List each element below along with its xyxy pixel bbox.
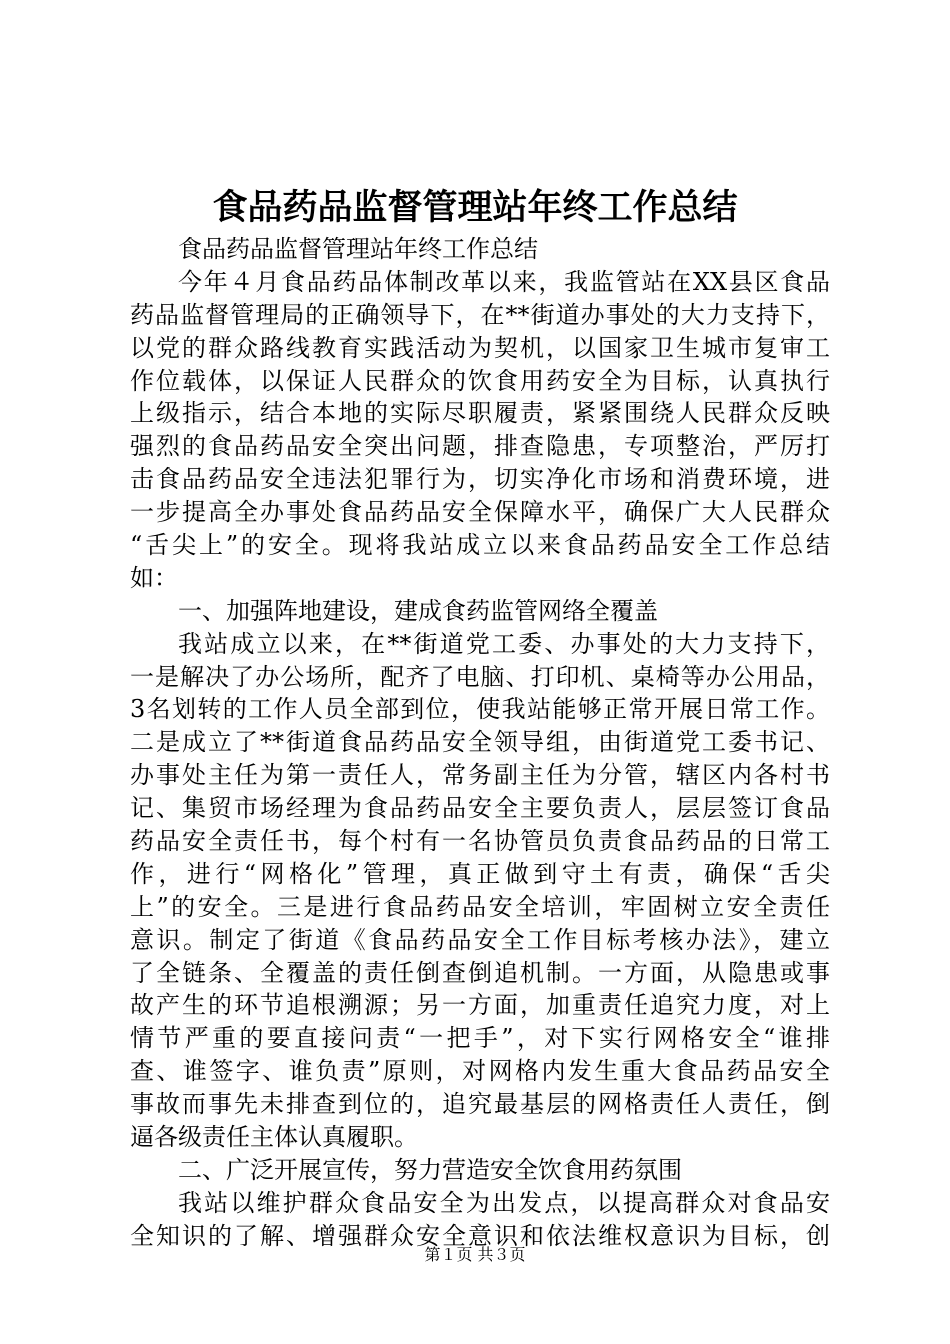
document-body [130,233,830,1253]
body-line: 我站成立以来，在**街道党工委、办事处的大力支持下， [178,629,830,658]
body-line: 办事处主任为第一责任人，常务副主任为分管，辖区内各村书 [130,761,830,790]
document-title: 食品药品监督管理站年终工作总结 [212,187,738,228]
body-line: 3名划转的工作人员全部到位，使我站能够正常开展日常工作。 [130,695,830,724]
body-line: 了全链条、全覆盖的责任倒查倒追机制。一方面，从隐患或事 [130,958,830,987]
body-line: 记、集贸市场经理为食品药品安全主要负责人，层层签订食品 [130,794,830,823]
body-line: 上级指示，结合本地的实际尽职履责，紧紧围绕人民群众反映 [130,399,830,428]
body-line: 逼各级责任主体认真履职。 [130,1123,418,1152]
body-line: 查、谁签字、谁负责”原则，对网格内发生重大食品药品安全 [130,1057,830,1086]
body-line: 一是解决了办公场所，配齐了电脑、打印机、桌椅等办公用品， [130,662,830,691]
body-line: 药品安全责任书，每个村有一名协管员负责食品药品的日常工 [130,827,830,856]
body-line: 故产生的环节追根溯源；另一方面，加重责任追究力度，对上 [130,991,830,1020]
body-line: 情节严重的要直接问责“一把手”，对下实行网格安全“谁排 [130,1024,830,1053]
body-line: 意识。制定了街道《食品药品安全工作目标考核办法》，建立 [130,925,830,954]
body-line: 击食品药品安全违法犯罪行为，切实净化市场和消费环境，进 [130,465,830,494]
body-line: 我站以维护群众食品安全为出发点，以提高群众对食品安 [178,1188,830,1217]
page-number-footer: 第１页 共３页 [424,1245,526,1264]
body-line: 强烈的食品药品安全突出问题，排查隐患，专项整治，严厉打 [130,432,830,461]
body-line: 药品监督管理局的正确领导下，在**街道办事处的大力支持下， [130,300,830,329]
section-heading: 一、加强阵地建设，建成食药监管网络全覆盖 [178,596,658,625]
body-line: 以党的群众路线教育实践活动为契机，以国家卫生城市复审工 [130,333,830,362]
body-line: 事故而事先未排查到位的，追究最基层的网格责任人责任，倒 [130,1090,830,1119]
section-heading: 二、广泛开展宣传，努力营造安全饮食用药氛围 [178,1155,682,1184]
body-line: 上”的安全。三是进行食品药品安全培训，牢固树立安全责任 [130,892,830,921]
body-line: 如： [130,563,178,592]
body-line: 今年４月食品药品体制改革以来，我监管站在XX县区食品 [178,267,830,296]
body-line: 食品药品监督管理站年终工作总结 [178,235,538,263]
body-line: 全知识的了解、增强群众安全意识和依法维权意识为目标，创 [130,1221,830,1250]
body-line: 一步提高全办事处食品药品安全保障水平，确保广大人民群众 [130,498,830,527]
body-line: 作，进行“网格化”管理，真正做到守土有责，确保“舌尖 [130,859,830,888]
body-line: 作位载体，以保证人民群众的饮食用药安全为目标，认真执行 [130,366,830,395]
body-line: “舌尖上”的安全。现将我站成立以来食品药品安全工作总结 [130,531,830,560]
body-line: 二是成立了**街道食品药品安全领导组，由街道党工委书记、 [130,728,830,757]
